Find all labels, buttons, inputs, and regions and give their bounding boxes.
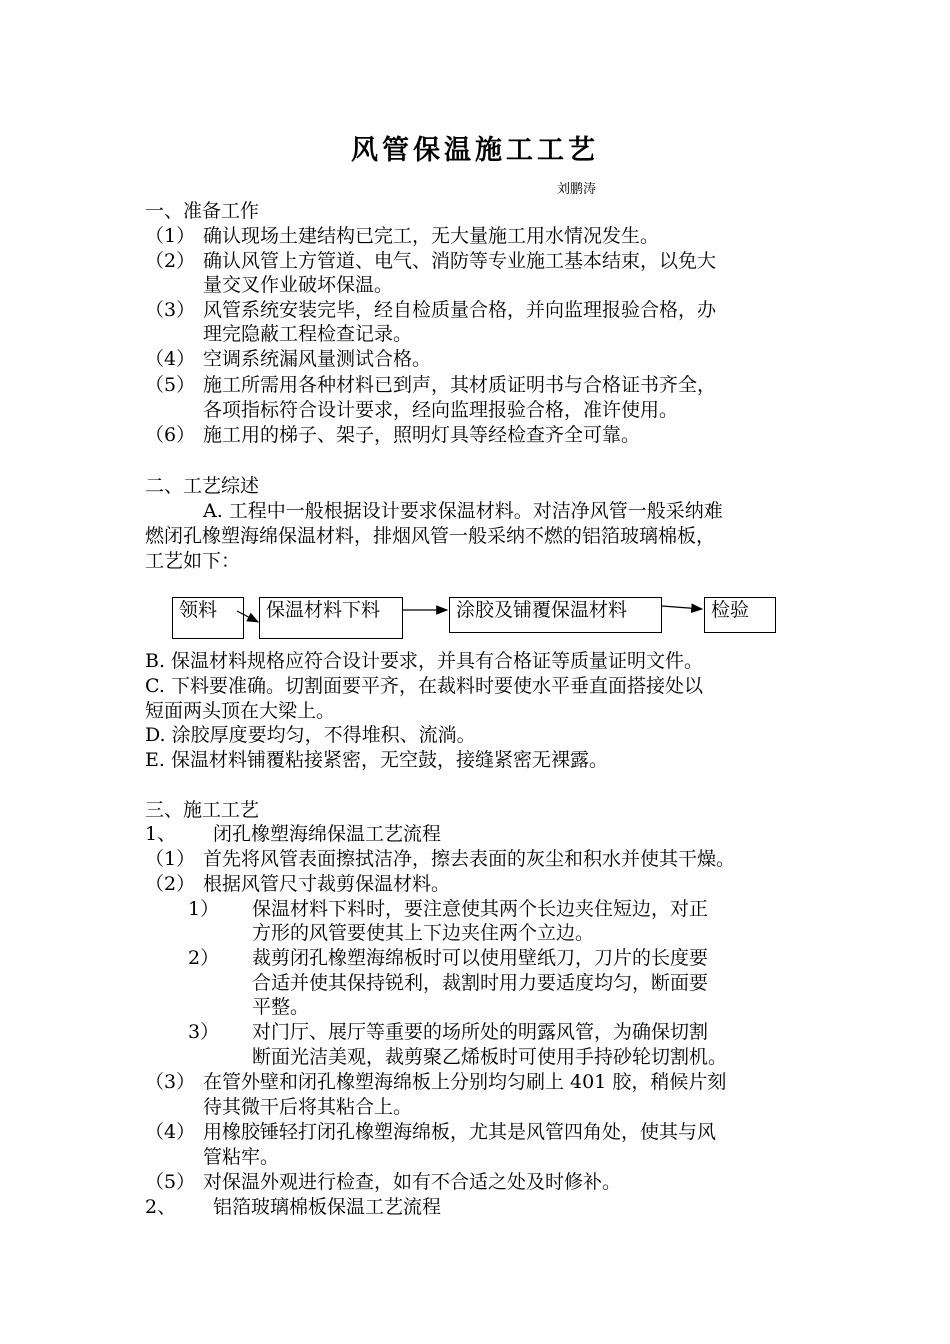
prep-item-3-num: （3）	[145, 299, 196, 321]
prep-item-3-cont: 理完隐蔽工程检查记录。	[203, 323, 413, 345]
prep-item-6-num: （6）	[145, 424, 196, 446]
flow-step-glue-and-cover: 涂胶及铺覆保温材料	[449, 597, 662, 633]
substep-3-line-2: 断面光洁美观，裁剪聚乙烯板时可使用手持砂轮切割机。	[252, 1046, 728, 1068]
prep-item-4-num: （4）	[145, 348, 196, 370]
substep-1-line-1: 保温材料下料时，要注意使其两个长边夹住短边，对正	[252, 898, 709, 920]
subsection-2-num: 2、	[145, 1196, 177, 1218]
subsection-1-num: 1、	[145, 823, 177, 845]
process-step-5-text: 对保温外观进行检查，如有不合适之处及时修补。	[203, 1171, 622, 1193]
subsection-1-title: 闭孔橡塑海绵保温工艺流程	[213, 823, 442, 845]
prep-item-1-num: （1）	[145, 225, 196, 247]
flow-arrow-3	[662, 606, 702, 609]
process-step-4-num: （4）	[145, 1121, 196, 1143]
substep-3-line-1: 对门厅、展厅等重要的场所处的明露风管，为确保切割	[252, 1021, 709, 1043]
overview-point-c-cont: 短面两头顶在大梁上。	[145, 700, 336, 722]
overview-point-d: D. 涂胶厚度要均匀，不得堆积、流淌。	[145, 724, 476, 746]
substep-2-line-2: 合适并使其保持锐利，裁割时用力要适度均匀，断面要	[252, 972, 709, 994]
process-step-2-text: 根据风管尺寸裁剪保温材料。	[203, 873, 451, 895]
document-title: 风管保温施工工艺	[351, 135, 599, 166]
overview-point-e: E. 保温材料铺覆粘接紧密，无空鼓，接缝紧密无裸露。	[145, 749, 608, 771]
substep-3-num: 3）	[188, 1021, 220, 1043]
flow-step-inspection: 检验	[704, 597, 776, 633]
substep-1-line-2: 方形的风管要使其上下边夹住两个立边。	[252, 922, 595, 944]
section-1-heading: 一、准备工作	[145, 200, 260, 222]
substep-2-num: 2）	[188, 947, 220, 969]
overview-point-b: B. 保温材料规格应符合设计要求，并具有合格证等质量证明文件。	[145, 650, 704, 672]
subsection-2-title: 铝箔玻璃棉板保温工艺流程	[213, 1196, 442, 1218]
substep-2-line-3: 平整。	[252, 996, 310, 1018]
prep-item-2-cont: 量交叉作业破坏保温。	[203, 274, 394, 296]
flow-step-receive-materials: 领料	[172, 597, 244, 639]
process-step-1-num: （1）	[145, 848, 196, 870]
overview-para-line-1: A. 工程中一般根据设计要求保温材料。对洁净风管一般采纳难	[203, 500, 723, 522]
prep-item-6-text: 施工用的梯子、架子，照明灯具等经检查齐全可靠。	[203, 424, 641, 446]
prep-item-2-text: 确认风管上方管道、电气、消防等专业施工基本结束，以免大	[203, 250, 717, 272]
process-step-4-cont: 管粘牢。	[203, 1146, 280, 1168]
process-step-1-text: 首先将风管表面擦拭洁净，擦去表面的灰尘和积水并使其干燥。	[203, 848, 736, 870]
prep-item-2-num: （2）	[145, 250, 196, 272]
prep-item-3-text: 风管系统安装完毕，经自检质量合格，并向监理报验合格，办	[203, 299, 717, 321]
overview-point-c: C. 下料要准确。切割面要平齐，在裁料时要使水平垂直面搭接处以	[145, 675, 703, 697]
substep-1-num: 1）	[188, 898, 220, 920]
prep-item-4-text: 空调系统漏风量测试合格。	[203, 348, 432, 370]
substep-2-line-1: 裁剪闭孔橡塑海绵板时可以使用壁纸刀，刀片的长度要	[252, 947, 709, 969]
process-step-3-text: 在管外壁和闭孔橡塑海绵板上分别均匀刷上 401 胶，稍候片刻	[203, 1071, 727, 1093]
section-2-heading: 二、工艺综述	[145, 475, 260, 497]
process-step-4-text: 用橡胶锤轻打闭孔橡塑海绵板，尤其是风管四角处，使其与风	[203, 1121, 717, 1143]
prep-item-5-num: （5）	[145, 374, 196, 396]
section-3-heading: 三、施工工艺	[145, 799, 260, 821]
prep-item-5-cont: 各项指标符合设计要求，经向监理报验合格，准许使用。	[203, 399, 679, 421]
author-name: 刘鹏涛	[557, 182, 597, 197]
prep-item-1-text: 确认现场土建结构已完工，无大量施工用水情况发生。	[203, 225, 660, 247]
flow-arrow-1	[237, 611, 258, 622]
flow-step-cut-insulation: 保温材料下料	[259, 597, 403, 639]
overview-para-line-2: 燃闭孔橡塑海绵保温材料，排烟风管一般采纳不燃的铝箔玻璃棉板，	[145, 525, 716, 547]
process-step-2-num: （2）	[145, 873, 196, 895]
overview-para-line-3: 工艺如下：	[145, 550, 241, 572]
process-step-3-cont: 待其微干后将其粘合上。	[203, 1096, 413, 1118]
prep-item-5-text: 施工所需用各种材料已到声，其材质证明书与合格证书齐全，	[203, 374, 717, 396]
process-step-3-num: （3）	[145, 1071, 196, 1093]
process-step-5-num: （5）	[145, 1171, 196, 1193]
